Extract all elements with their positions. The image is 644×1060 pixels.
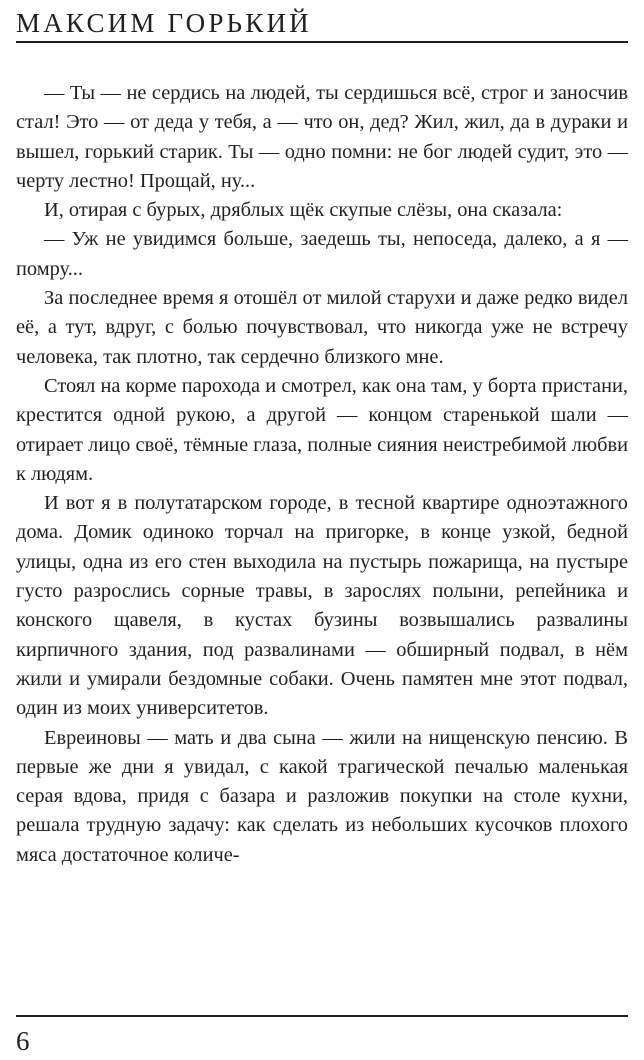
paragraph-6: И вот я в полутатарском городе, в тесной квартире одноэтажного дома. Домик одиноко торчал на пригорке, в конце узкой, бедной улицы, одна из его стен выходила на пустырь пожарища, на пустыре густо разрослись сорные травы, в зарослях полыни, репейника и конского щавеля, в кустах бузины возвышались развалины кирпичного здания, под развалинами — обширный подвал, в нём жили и умирали бездомные собаки. Очень памятен мне этот подвал, один из моих университетов. [16, 492, 628, 720]
paragraph-5: Стоял на корме парохода и смотрел, как она там, у борта пристани, крестится одной рукою, а другой — концом старенькой шали — отирает лицо своё, тёмные глаза, полные сияния неистребимой любви к людям. [16, 374, 628, 485]
page-number: 6 [16, 1026, 30, 1056]
paragraph-3: — Уж не увидимся больше, заедешь ты, непоседа, далеко, а я — помру... [16, 228, 628, 280]
page-body [16, 79, 628, 870]
footer-rule [16, 1015, 628, 1017]
paragraph-1: — Ты — не сердись на людей, ты сердишься всё, строг и заносчив стал! Это — от деда у тебя, а — что он, дед? Жил, жил, да в дураки и вышел, горький старик. Ты — одно помни: не бог людей судит, это — черту лестно! Прощай, ну... [16, 82, 628, 192]
paragraph-7: Евреиновы — мать и два сына — жили на нищенскую пенсию. В первые же дни я увидал, с какой трагической печалью маленькая серая вдова, придя с базара и разложив покупки на столе кухни, решала трудную задачу: как сделать из небольших кусочков плохого мяса достаточное количе- [16, 726, 628, 866]
paragraph-2: И, отирая с бурых, дряблых щёк скупые слёзы, она сказала: [44, 199, 563, 222]
header-rule [16, 41, 628, 43]
paragraph-4: За последнее время я отошёл от милой старухи и даже редко видел её, а тут, вдруг, с болью почувствовал, что никогда уже не встречу человека, так плотно, так сердечно близкого мне. [16, 287, 628, 368]
running-head-author: МАКСИМ ГОРЬКИЙ [16, 8, 312, 38]
